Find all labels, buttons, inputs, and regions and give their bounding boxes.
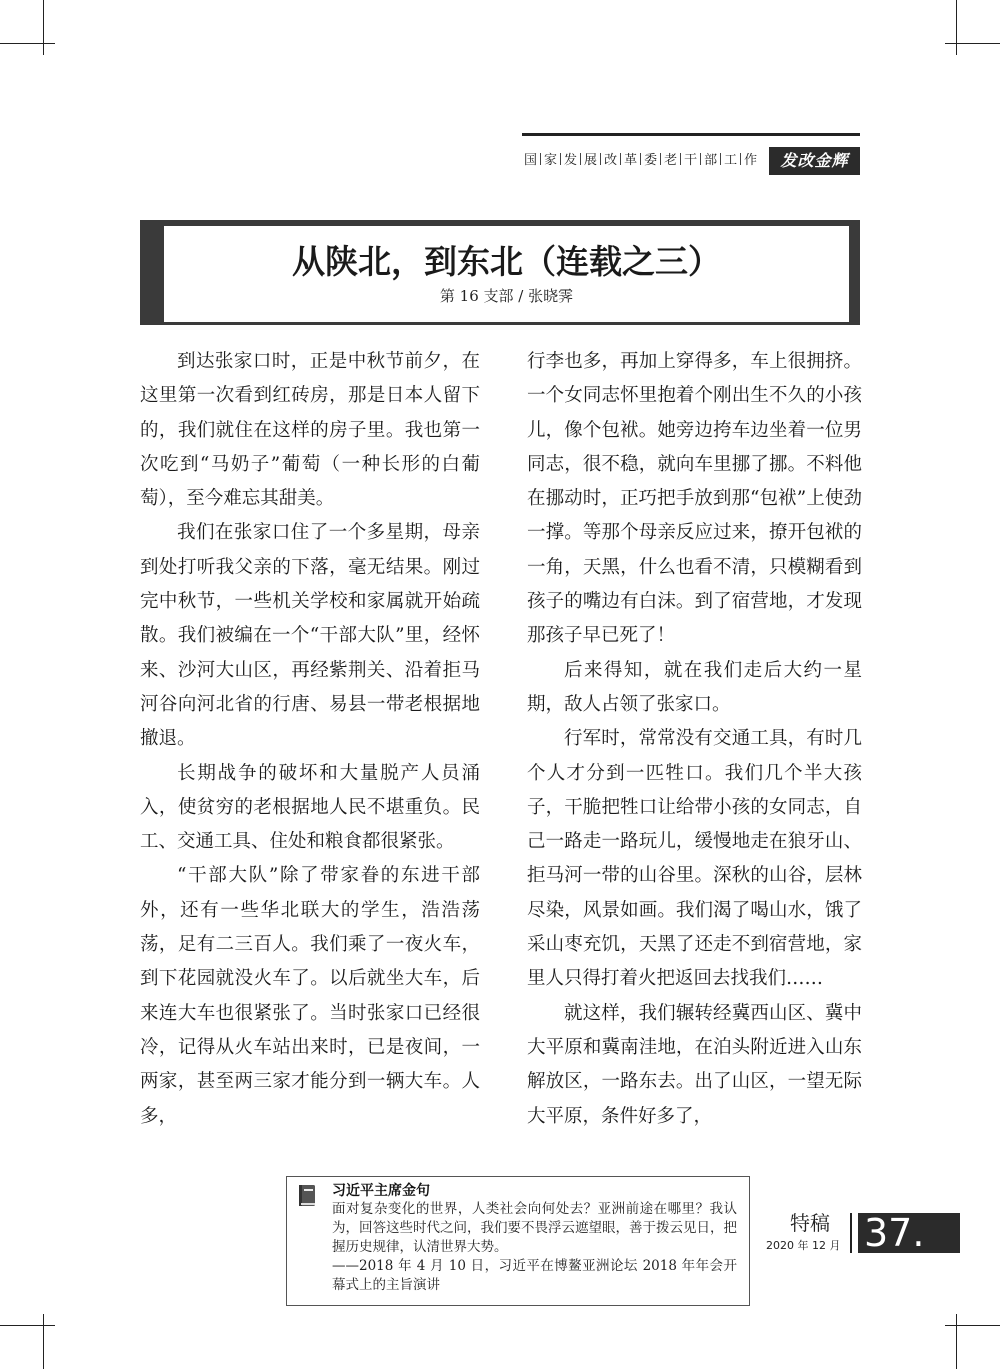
- crop-mark: [956, 0, 957, 55]
- header-separator: [620, 153, 621, 165]
- header-dept-char: 老: [664, 153, 678, 168]
- crop-mark: [43, 1314, 44, 1369]
- paragraph: 行李也多，再加上穿得多，车上很拥挤。一个女同志怀里抱着个刚出生不久的小孩儿，像个包袱。她旁边挎车边坐着一位男同志，很不稳，就向车里挪了挪。不料他在挪动时，正巧把手放到那“包袱”上使劲一撑。等那个母亲反应过来，撩开包袱的一角，天黑，什么也看不清，只模糊看到孩子的嘴边有白沫。到了宿营地，才发现那孩子早已死了！: [527, 351, 862, 647]
- header-dept-char: 作: [744, 153, 758, 168]
- header-separator: [720, 153, 721, 165]
- book-icon: [296, 1184, 318, 1208]
- header-separator: [580, 153, 581, 165]
- header-rule: [522, 133, 860, 136]
- article-byline: 第 16 支部 / 张晓霁: [439, 287, 574, 305]
- paragraph: 就这样，我们辗转经冀西山区、冀中大平原和冀南洼地，在泊头附近进入山东解放区，一路东去。出了山区，一望无际大平原，条件好多了，: [527, 1002, 862, 1127]
- quote-heading: 习近平主席金句: [332, 1183, 430, 1199]
- header-dept-char: 干: [684, 153, 698, 168]
- crop-mark: [945, 1325, 1000, 1326]
- header-separator: [680, 153, 681, 165]
- header-dept-char: 革: [624, 153, 638, 168]
- header-separator: [600, 153, 601, 165]
- header-dept-char: 工: [724, 153, 738, 168]
- paragraph: 行军时，常常没有交通工具，有时几个人才分到一匹牲口。我们几个半大孩子，干脆把牲口让给带小孩的女同志，自己一路走一路玩儿，缓慢地走在狼牙山、拒马河一带的山谷里。深秋的山谷，层林尽染，风景如画。我们渴了喝山水，饿了采山枣充饥，天黑了还走不到宿营地，家里人只得打着火把返回去找我们……: [527, 728, 862, 990]
- paragraph: “干部大队”除了带家眷的东进干部外，还有一些华北联大的学生，浩浩荡荡，足有二三百人。我们乘了一夜火车，到下花园就没火车了。以后就坐大车，后来连大车也很紧张了。当时张家口已经很冷，记得从火车站出来时，已是夜间，一两家，甚至两三家才能分到一辆大车。人多，: [140, 865, 480, 1127]
- page-number: 37.: [858, 1213, 960, 1253]
- header-dept-char: 展: [584, 153, 598, 168]
- header-separator: [660, 153, 661, 165]
- header-dept-char: 改: [604, 153, 618, 168]
- paragraph: 我们在张家口住了一个多星期，母亲到处打听我父亲的下落，毫无结果。刚过完中秋节，一些机关学校和家属就开始疏散。我们被编在一个“干部大队”里，经怀来、沙河大山区，再经紫荆关、沿着拒马河谷向河北省的行唐、易县一带老根据地撤退。: [140, 522, 480, 750]
- header-separator: [540, 153, 541, 165]
- header-dept-char: 国: [524, 153, 538, 168]
- paragraph: 长期战争的破坏和大量脱产人员涌入，使贫穷的老根据地人民不堪重负。民工、交通工具、住处和粮食都很紧张。: [140, 762, 480, 853]
- folio-divider: [850, 1213, 852, 1253]
- quote-body: 面对复杂变化的世界，人类社会向何处去？亚洲前途在哪里？我认为，回答这些时代之问，我们要不畏浮云遮望眼，善于拨云见日，把握历史规律，认清世界大势。: [332, 1201, 737, 1255]
- paragraph: 到达张家口时，正是中秋节前夕，在这里第一次看到红砖房，那是日本人留下的，我们就住在这样的房子里。我也第一次吃到“马奶子”葡萄（一种长形的白葡萄），至今难忘其甜美。: [140, 351, 480, 510]
- header-brand: 发改金辉: [769, 147, 860, 175]
- header-separator: [560, 153, 561, 165]
- article-title: 从陕北，到东北（连载之三）: [292, 242, 721, 281]
- right-column: [527, 345, 862, 1134]
- crop-mark: [43, 0, 44, 55]
- header-separator: [740, 153, 741, 165]
- crop-mark: [945, 43, 1000, 44]
- header-dept-char: 部: [704, 153, 718, 168]
- header-separator: [640, 153, 641, 165]
- header-dept-char: 发: [564, 153, 578, 168]
- quote-source: ——2018 年 4 月 10 日，习近平在博鳌亚洲论坛 2018 年年会开幕式上的主旨演讲: [332, 1258, 737, 1293]
- crop-mark: [0, 43, 55, 44]
- folio-section: 特稿: [790, 1211, 830, 1235]
- quote-text: [332, 1200, 737, 1295]
- header-department: [522, 152, 759, 170]
- folio-date: 2020 年 12 月: [766, 1239, 841, 1252]
- left-column: [140, 345, 480, 1134]
- crop-mark: [956, 1314, 957, 1369]
- header-dept-char: 家: [544, 153, 558, 168]
- paragraph: 后来得知，就在我们走后大约一星期，敌人占领了张家口。: [527, 659, 862, 715]
- crop-mark: [0, 1325, 55, 1326]
- header-dept-char: 委: [644, 153, 658, 168]
- header-separator: [700, 153, 701, 165]
